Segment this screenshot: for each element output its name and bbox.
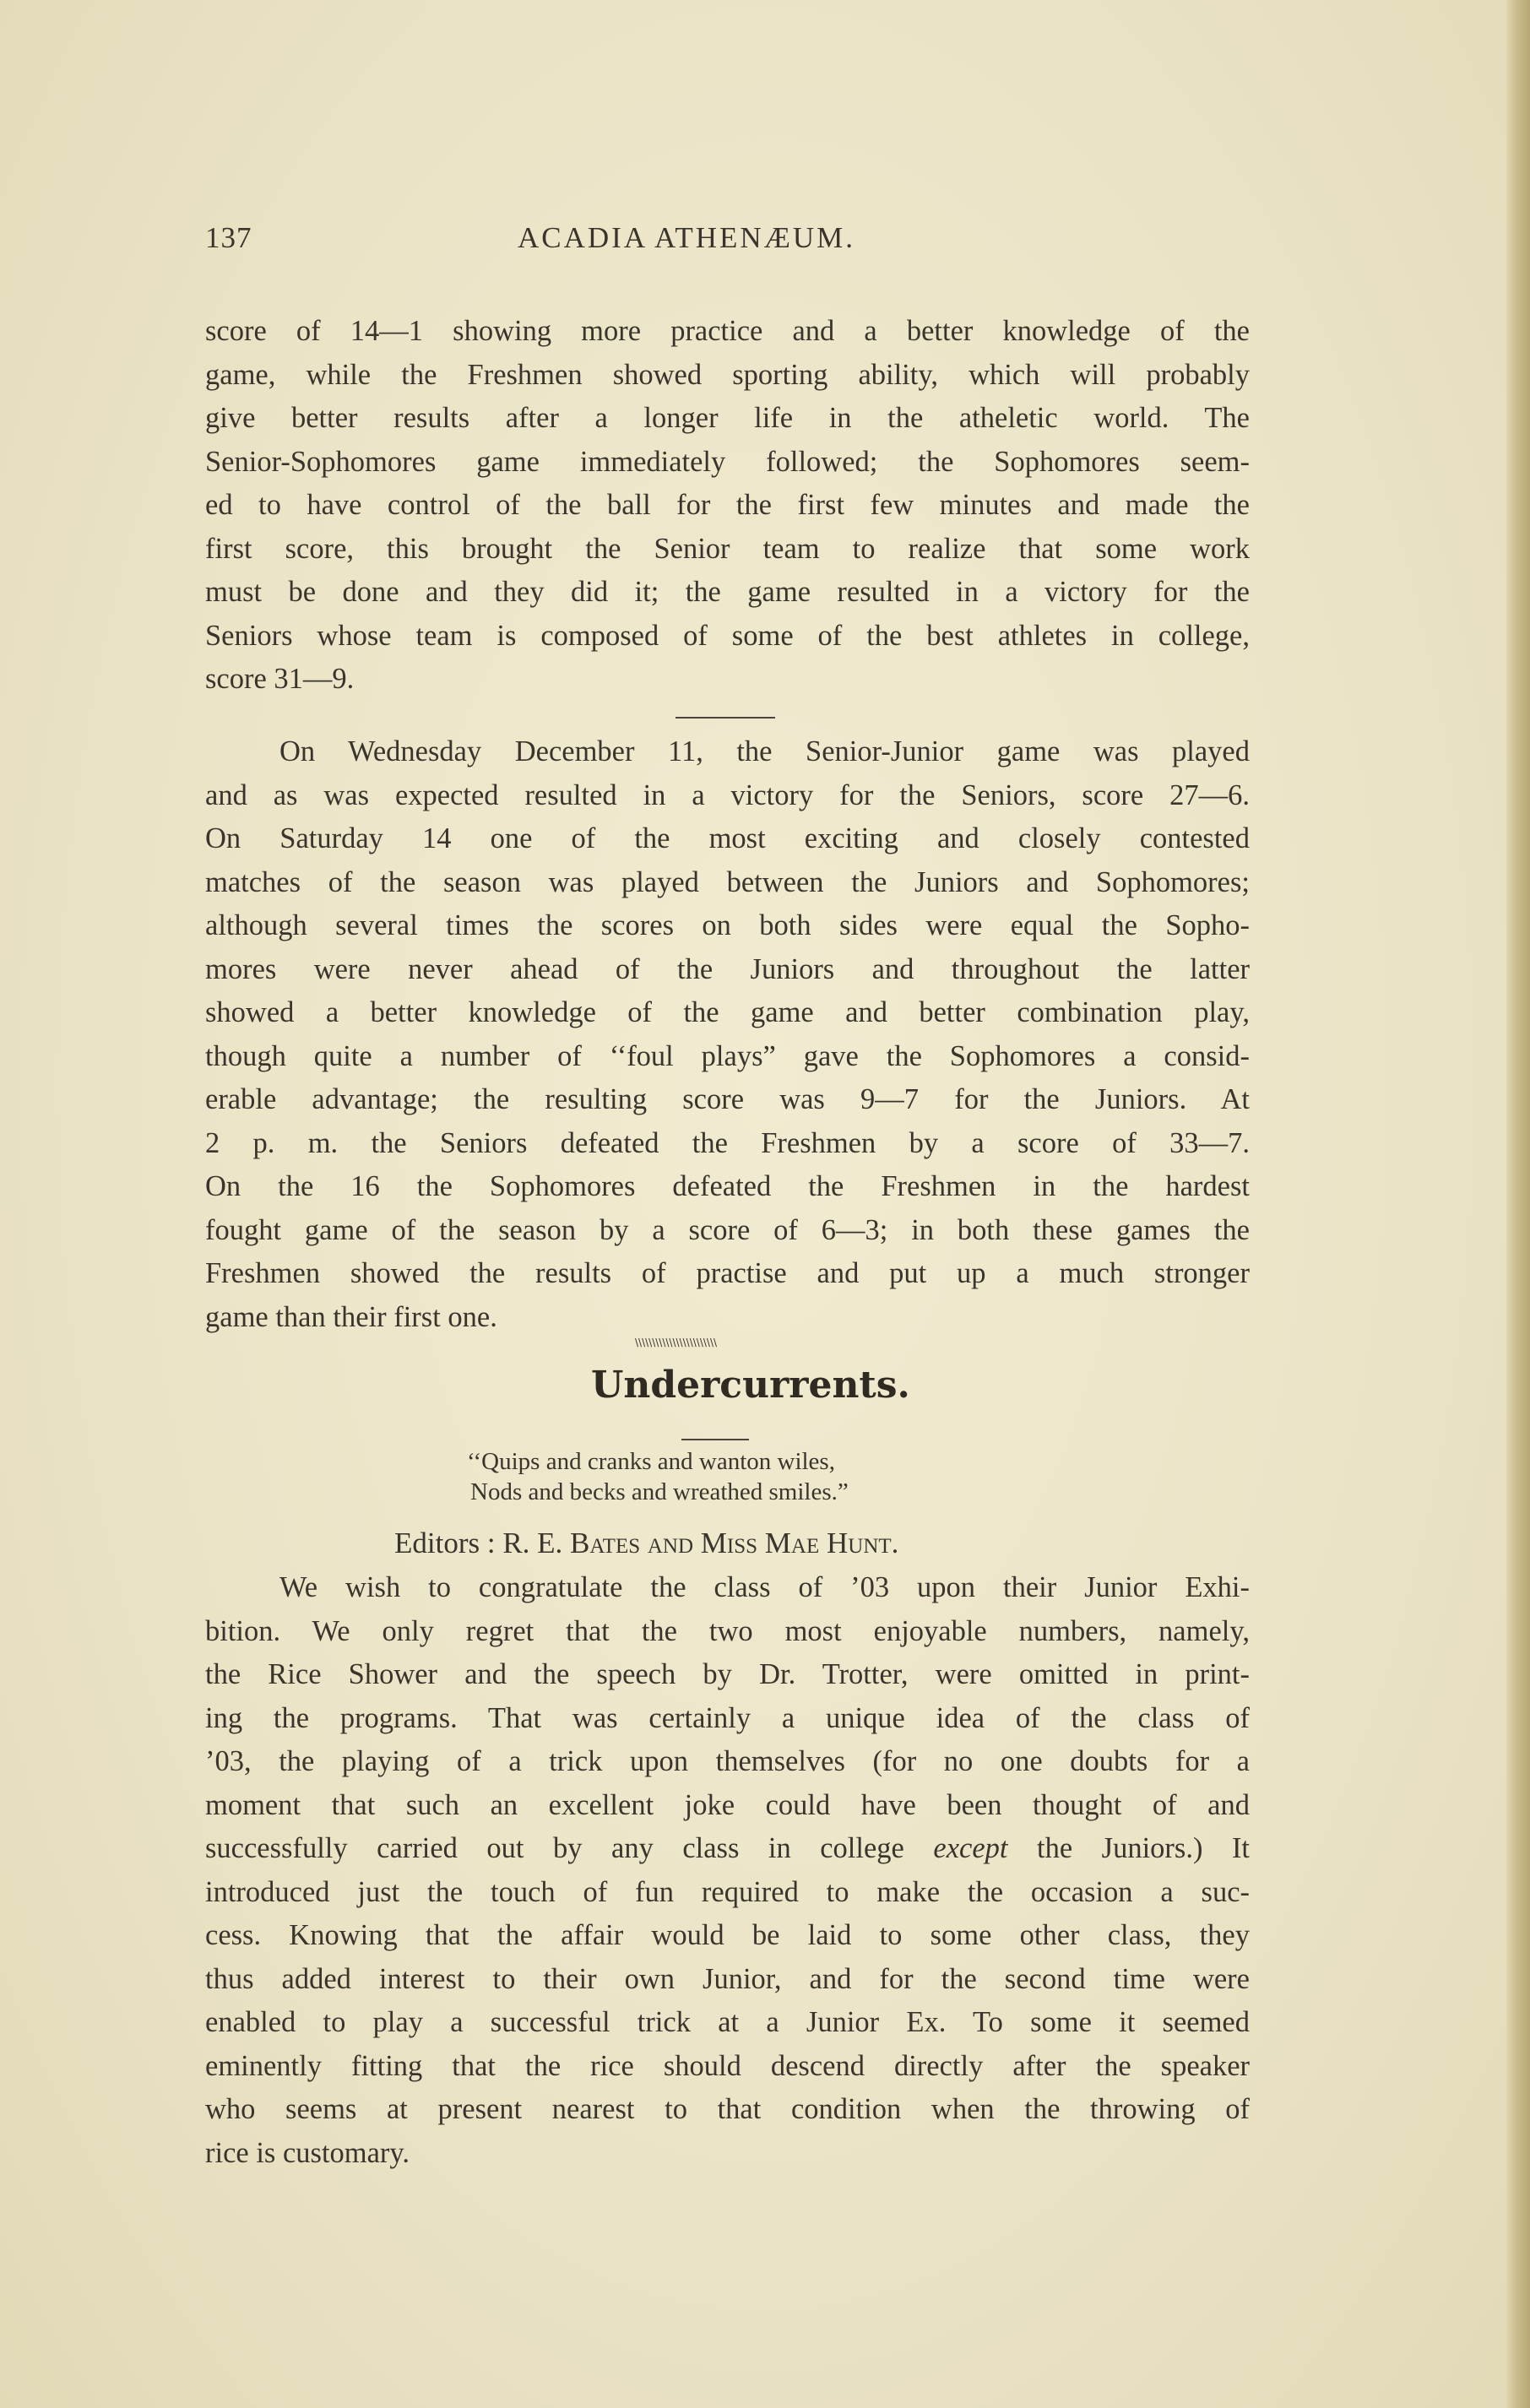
- text-line: though quite a number of ‘‘foul plays” gave the Sophomores a consid-: [205, 1039, 1250, 1072]
- editors-credit: [394, 1527, 898, 1560]
- text-line: ed to have control of the ball for the first few minutes and made the: [205, 489, 1250, 521]
- text-line: On the 16 the Sophomores defeated the Freshmen in the hardest: [205, 1170, 1250, 1202]
- text-line: enabled to play a successful trick at a Junior Ex. To some it seemed: [205, 2006, 1250, 2038]
- text-line: thus added interest to their own Junior, and for the second time were: [205, 1962, 1250, 1995]
- text-run: successfully carried out by any class in college: [205, 1832, 904, 1864]
- text-line: score 31—9.: [205, 663, 355, 695]
- editors-label: Editors :: [394, 1527, 496, 1559]
- text-line: give better results after a longer life in the atheletic world. The: [205, 402, 1250, 434]
- paragraph-basketball-results-1: [205, 310, 1250, 702]
- page-number: 137: [205, 221, 252, 254]
- journal-title: ACADIA ATHENÆUM.: [518, 221, 855, 254]
- text-line: rice is customary.: [205, 2136, 410, 2169]
- italic-text: except: [933, 1832, 1008, 1864]
- epigraph-line: Nods and becks and wreathed smiles.”: [470, 1478, 849, 1505]
- text-line: who seems at present nearest to that condition when the throwing of: [205, 2093, 1250, 2125]
- text-line: moment that such an excellent joke could have been thought of and: [205, 1788, 1250, 1821]
- paragraph-basketball-results-2: [205, 730, 1250, 1339]
- text-line: although several times the scores on both sides were equal the Sopho-: [205, 909, 1250, 941]
- text-line: Freshmen showed the results of practise and put up a much stronger: [205, 1257, 1250, 1289]
- epigraph: [467, 1446, 849, 1507]
- text-line: showed a better knowledge of the game and better combination play,: [205, 996, 1250, 1028]
- text-line: and as was expected resulted in a victory for the Seniors, score 27—6.: [205, 778, 1250, 811]
- text-line: cess. Knowing that the affair would be laid to some other class, they: [205, 1919, 1250, 1951]
- text-line: On Saturday 14 one of the most exciting and closely contested: [205, 822, 1250, 854]
- text-line: ’03, the playing of a trick upon themselves (for no one doubts for a: [205, 1745, 1250, 1777]
- text-line: game, while the Freshmen showed sporting ability, which will probably: [205, 358, 1250, 391]
- text-line: first score, this brought the Senior team to realize that some work: [205, 532, 1250, 565]
- text-line: the Rice Shower and the speech by Dr. Trotter, were omitted in print-: [205, 1658, 1250, 1690]
- text-line: eminently fitting that the rice should descend directly after the speaker: [205, 2049, 1250, 2082]
- text-line: We wish to congratulate the class of ’03 upon their Junior Exhi-: [279, 1571, 1250, 1603]
- text-line: ing the programs. That was certainly a unique idea of the class of: [205, 1701, 1250, 1734]
- epigraph-line: ‘‘Quips and cranks and wanton wiles,: [467, 1448, 835, 1475]
- text-line: must be done and they did it; the game resulted in a victory for the: [205, 576, 1250, 608]
- text-line: Senior-Sophomores game immediately followed; the Sophomores seem-: [205, 445, 1250, 478]
- text-line: On Wednesday December 11, the Senior-Junior game was played: [279, 735, 1250, 767]
- text-line: matches of the season was played between the Juniors and Sophomores;: [205, 865, 1250, 898]
- section-divider-rule: [675, 717, 775, 719]
- text-line: fought game of the season by a score of 6—3; in both these games the: [205, 1213, 1250, 1246]
- running-head: [205, 221, 1244, 263]
- text-line: game than their first one.: [205, 1300, 497, 1333]
- text-line: bition. We only regret that the two most enjoyable numbers, namely,: [205, 1614, 1250, 1647]
- text-line: [205, 1827, 1250, 1871]
- text-line: score of 14—1 showing more practice and a better knowledge of the: [205, 315, 1250, 347]
- section-heading: Undercurrents.: [591, 1364, 910, 1407]
- text-line: 2 p. m. the Seniors defeated the Freshmen by a score of 33—7.: [205, 1126, 1250, 1159]
- text-line: introduced just the touch of fun required to make the occasion a suc-: [205, 1875, 1250, 1908]
- heading-underline-rule: [681, 1439, 749, 1440]
- paragraph-junior-exhibition: [205, 1566, 1250, 2175]
- text-line: Seniors whose team is composed of some of the best athletes in college,: [205, 619, 1250, 652]
- binding-edge: [1506, 0, 1530, 2408]
- editors-names: R. E. Bates and Miss Mae Hunt.: [502, 1527, 899, 1559]
- text-run: the Juniors.) It: [1036, 1832, 1251, 1864]
- text-line: mores were never ahead of the Juniors and throughout the latter: [205, 952, 1250, 985]
- text-line: erable advantage; the resulting score was 9—7 for the Juniors. At: [205, 1083, 1250, 1115]
- ornamental-divider: \\\\\\\\\\\\\\\\\\\\\\\\: [635, 1337, 718, 1348]
